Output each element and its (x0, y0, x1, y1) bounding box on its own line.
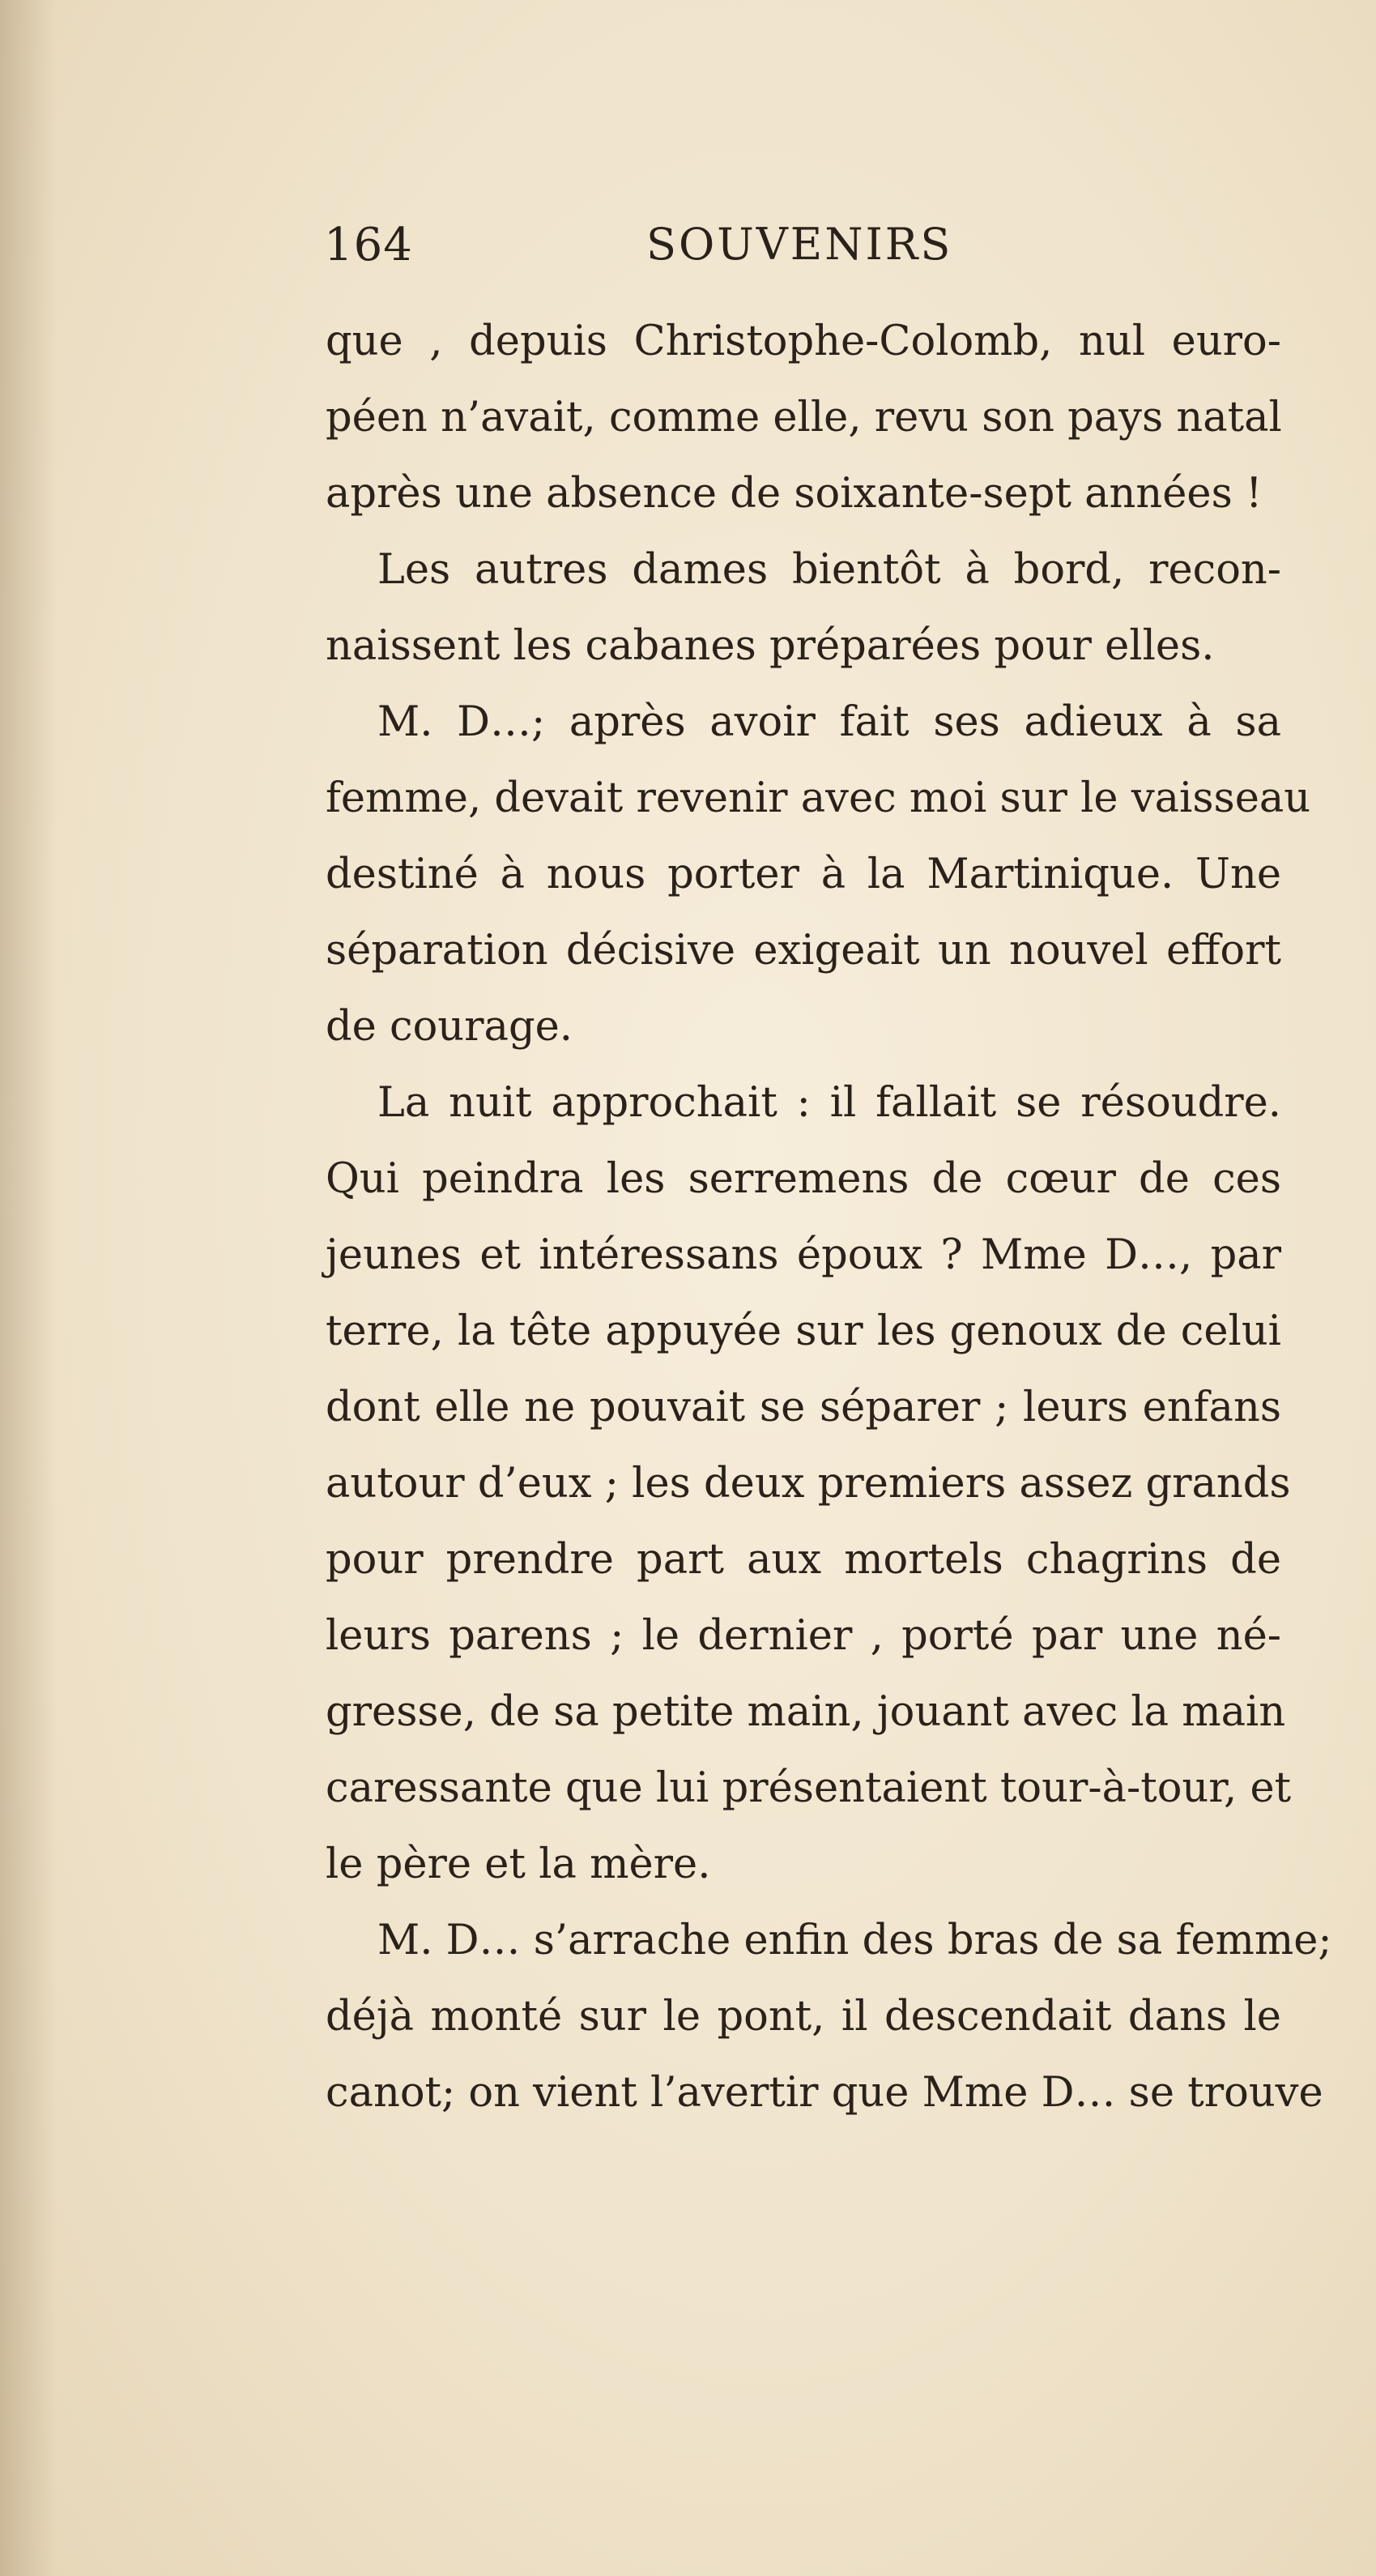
text-line: autour d’eux ; les deux premiers assez grands (326, 1460, 1291, 1508)
text-line: terre, la tête appuyée sur les genoux de celui (326, 1307, 1281, 1355)
text-line: le père et la mère. (326, 1840, 711, 1888)
body-text (326, 304, 1332, 2131)
text-line: péen n’avait, comme elle, revu son pays natal (326, 394, 1282, 441)
text-line: leurs parens ; le dernier , porté par une né- (326, 1612, 1281, 1660)
text-line: La nuit approchait : il fallait se résoudre. (377, 1079, 1281, 1127)
text-line: destiné à nous porter à la Martinique. Une (326, 851, 1281, 898)
text-line: femme, devait revenir avec moi sur le vaisseau (326, 774, 1311, 822)
text-line: jeunes et intéressans époux ? Mme D…, par (326, 1231, 1281, 1279)
text-line: déjà monté sur le pont, il descendait dans le (326, 1993, 1281, 2041)
text-line: M. D… s’arrache enfin des bras de sa femme; (377, 1917, 1332, 1964)
text-line: caressante que lui présentaient tour-à-tour, et (326, 1764, 1292, 1812)
page-number: 164 (324, 219, 413, 271)
text-line: Les autres dames bientôt à bord, recon- (377, 546, 1281, 594)
text-line: après une absence de soixante-sept années ! (326, 470, 1263, 518)
text-line: gresse, de sa petite main, jouant avec la main (326, 1688, 1286, 1736)
page-header (324, 219, 1376, 292)
text-line: pour prendre part aux mortels chagrins de (326, 1536, 1281, 1584)
text-line: dont elle ne pouvait se séparer ; leurs enfans (326, 1384, 1281, 1431)
text-line: naissent les cabanes préparées pour elles. (326, 622, 1215, 670)
text-line: M. D…; après avoir fait ses adieux à sa (377, 698, 1281, 746)
text-line: que , depuis Christophe-Colomb, nul euro- (326, 318, 1281, 365)
text-line: Qui peindra les serremens de cœur de ces (326, 1155, 1281, 1203)
text-line: séparation décisive exigeait un nouvel effort (326, 927, 1281, 975)
running-title: SOUVENIRS (646, 219, 953, 270)
binding-shadow (0, 0, 57, 2576)
text-line: de courage. (326, 1003, 573, 1051)
text-line: canot; on vient l’avertir que Mme D… se trouve (326, 2069, 1323, 2117)
